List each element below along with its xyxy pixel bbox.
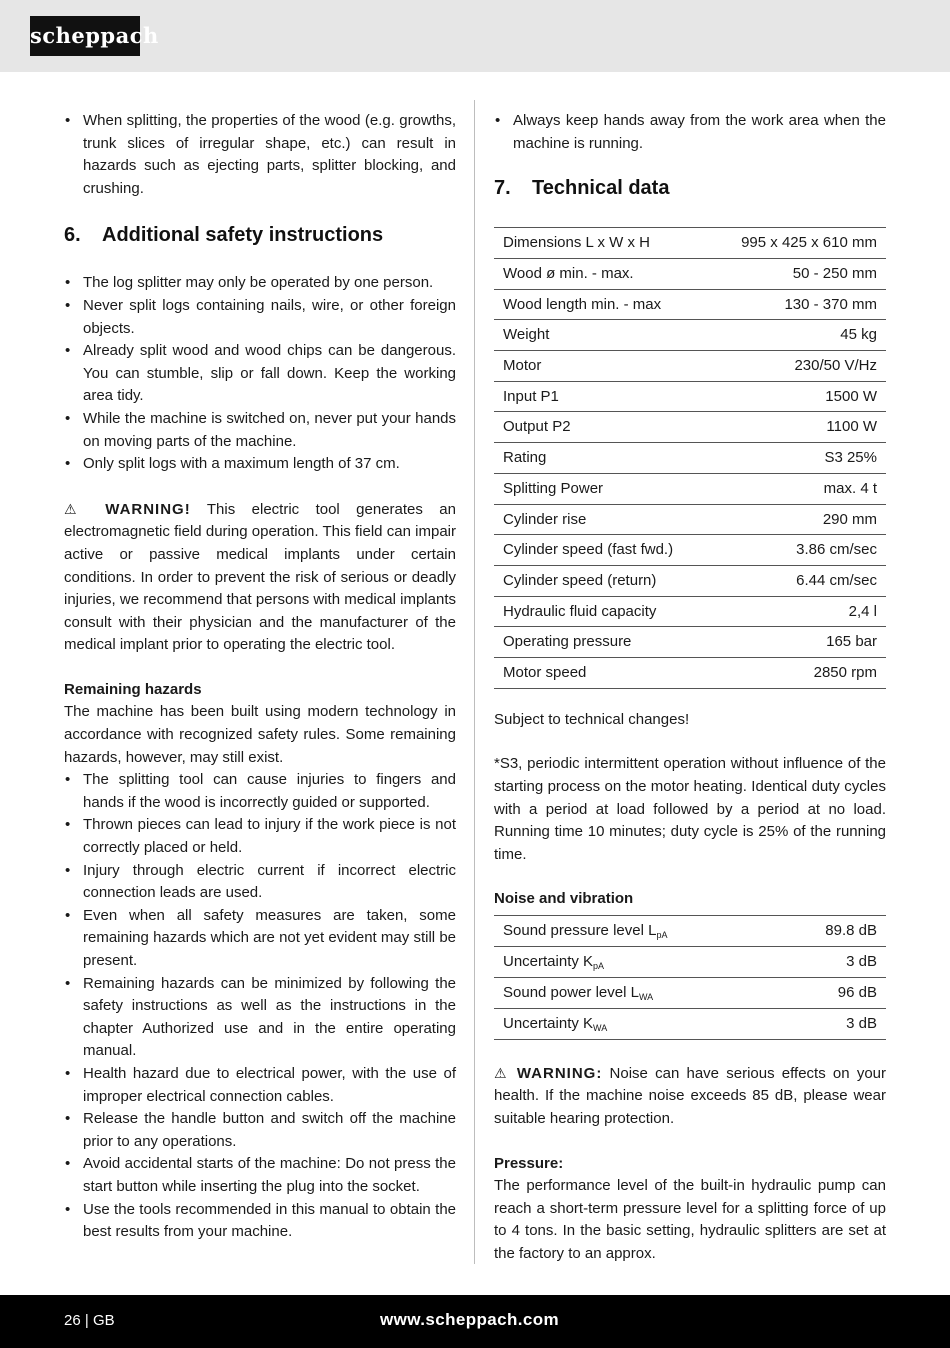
warning-icon: ⚠	[494, 1064, 510, 1081]
noise-label	[494, 1008, 778, 1039]
emf-warning-paragraph	[64, 498, 456, 657]
noise-label-text: Sound power level L	[503, 983, 639, 1001]
warning-text: This electric tool generates an electromagnetic field during operation. This field can impair active or passive medical implants under certain conditions. In order to prevent the risk of serious or deadly injuries, we recommend that persons with medical implants consult with their physician and the manufacturer of the medical implant prior to operating the electric tool.	[64, 500, 456, 654]
spec-value: 50 - 250 mm	[710, 258, 886, 289]
column-divider	[474, 100, 475, 1264]
spec-label: Output P2	[494, 412, 710, 443]
spec-label: Cylinder rise	[494, 504, 710, 535]
spec-label: Operating pressure	[494, 627, 710, 658]
remaining-hazards-list	[64, 769, 456, 1243]
list-item: • Use the tools recommended in this manual to obtain the best results from your machine.	[64, 1199, 456, 1244]
list-item: • Injury through electric current if incorrect electric connection leads are used.	[64, 860, 456, 905]
list-item: • Avoid accidental starts of the machine: Do not press the start button while inserting the plug into the socket.	[64, 1153, 456, 1198]
table-row	[494, 473, 886, 504]
spec-value: 45 kg	[710, 320, 886, 351]
table-row	[494, 412, 886, 443]
table-row	[494, 443, 886, 474]
intro-bullet-list	[494, 110, 886, 155]
spec-label: Weight	[494, 320, 710, 351]
noise-label-text: Uncertainty K	[503, 952, 594, 970]
list-item: • Only split logs with a maximum length of 37 cm.	[64, 453, 456, 476]
noise-vibration-heading: Noise and vibration	[494, 890, 634, 908]
intro-bullet-list	[64, 110, 456, 200]
spec-value: 230/50 V/Hz	[710, 351, 886, 382]
list-item: • When splitting, the properties of the wood (e.g. growths, trunk slices of irregular shape, etc.) can result in hazards such as ejecting parts, splitter blocking, and crushing.	[64, 110, 456, 200]
section-number: 7.	[494, 177, 511, 200]
noise-label	[494, 946, 778, 977]
remaining-hazards-intro: The machine has been built using modern technology in accordance with recognized safety rules. Some remaining hazards, however, may still exist.	[64, 703, 456, 766]
subject-to-change-note: Subject to technical changes!	[494, 710, 690, 728]
spec-value: S3 25%	[710, 443, 886, 474]
spec-value: 165 bar	[710, 627, 886, 658]
noise-label	[494, 977, 778, 1008]
table-row	[494, 627, 886, 658]
table-row	[494, 977, 886, 1008]
language-code: GB	[92, 1312, 115, 1329]
spec-label: Rating	[494, 443, 710, 474]
spec-label: Hydraulic fluid capacity	[494, 596, 710, 627]
list-item: • The log splitter may only be operated by one person.	[64, 272, 456, 295]
table-row	[494, 1008, 886, 1039]
noise-value: 3 dB	[778, 1008, 886, 1039]
spec-value: 3.86 cm/sec	[710, 535, 886, 566]
spec-label: Cylinder speed (return)	[494, 565, 710, 596]
header-bar	[0, 0, 950, 72]
section-number: 6.	[64, 224, 81, 247]
website-link[interactable]: www.scheppach.com	[380, 1310, 560, 1329]
table-row	[494, 565, 886, 596]
remaining-hazards-heading: Remaining hazards	[64, 680, 202, 698]
table-row	[494, 228, 886, 259]
warning-text: Noise can have serious effects on your health. If the machine noise exceeds 85 dB, please wear suitable hearing protection.	[494, 1064, 887, 1128]
noise-label-text: Uncertainty K	[503, 1014, 594, 1032]
table-row	[494, 381, 886, 412]
noise-label-subscript: pA	[656, 929, 668, 940]
list-item: • Never split logs containing nails, wire, or other foreign objects.	[64, 295, 456, 340]
spec-value: 1100 W	[710, 412, 886, 443]
list-item: • Release the handle button and switch off the machine prior to any operations.	[64, 1108, 456, 1153]
s3-footnote: *S3, periodic intermittent operation without influence of the starting process on the motor heating. Identical duty cycles with a period at load followed by a period at no load. Running time 10 minutes; duty cycle is 25% of the running time.	[494, 755, 886, 863]
section-6-heading	[64, 222, 456, 248]
table-row	[494, 946, 886, 977]
section-7-heading	[494, 175, 886, 201]
noise-value: 96 dB	[778, 977, 886, 1008]
spec-label: Splitting Power	[494, 473, 710, 504]
spec-value: 2850 rpm	[710, 658, 886, 689]
list-item: • The splitting tool can cause injuries to fingers and hands if the wood is incorrectly guided or supported.	[64, 769, 456, 814]
list-item: • Thrown pieces can lead to injury if the work piece is not correctly placed or held.	[64, 814, 456, 859]
warning-icon: ⚠	[64, 500, 89, 517]
noise-table	[494, 915, 886, 1040]
noise-value: 89.8 dB	[778, 915, 886, 946]
section-title: Technical data	[532, 177, 670, 200]
spec-label: Dimensions L x W x H	[494, 228, 710, 259]
page-separator: |	[84, 1312, 89, 1329]
left-column	[64, 110, 456, 1244]
page-indicator	[64, 1310, 115, 1332]
page-number: 26	[64, 1312, 81, 1329]
spec-label: Wood ø min. - max.	[494, 258, 710, 289]
spec-label: Wood length min. - max	[494, 289, 710, 320]
noise-warning-paragraph	[494, 1062, 886, 1131]
noise-label-text: Sound pressure level L	[503, 921, 657, 939]
technical-data-table	[494, 227, 886, 689]
spec-label: Cylinder speed (fast fwd.)	[494, 535, 710, 566]
warning-label: WARNING!	[105, 500, 191, 518]
table-row	[494, 320, 886, 351]
list-item: • Always keep hands away from the work area when the machine is running.	[494, 110, 886, 155]
table-row	[494, 258, 886, 289]
spec-value: 290 mm	[710, 504, 886, 535]
spec-value: 130 - 370 mm	[710, 289, 886, 320]
noise-value: 3 dB	[778, 946, 886, 977]
spec-value: 2,4 l	[710, 596, 886, 627]
spec-label: Motor speed	[494, 658, 710, 689]
pressure-text: The performance level of the built-in hydraulic pump can reach a short-term pressure level for a splitting force of up to 4 tons. In the basic setting, hydraulic splitters are set at the factory to an approx.	[494, 1177, 886, 1263]
noise-label-subscript: pA	[593, 960, 605, 971]
spec-label: Input P1	[494, 381, 710, 412]
section-title: Additional safety instructions	[102, 224, 384, 247]
table-row	[494, 535, 886, 566]
list-item: • While the machine is switched on, never put your hands on moving parts of the machine.	[64, 408, 456, 453]
noise-label-subscript: WA	[638, 991, 654, 1002]
noise-label-subscript: WA	[593, 1022, 608, 1033]
scheppach-logo: scheppach	[30, 16, 140, 56]
spec-value: 995 x 425 x 610 mm	[710, 228, 886, 259]
list-item: • Health hazard due to electrical power, with the use of improper electrical connection cables.	[64, 1063, 456, 1108]
table-row	[494, 658, 886, 689]
noise-label	[494, 915, 778, 946]
spec-value: max. 4 t	[710, 473, 886, 504]
list-item: • Already split wood and wood chips can be dangerous. You can stumble, slip or fall down. Keep the working area tidy.	[64, 340, 456, 408]
table-row	[494, 596, 886, 627]
list-item: • Remaining hazards can be minimized by following the safety instructions as well as the instructions in the chapter Authorized use and in the entire operating manual.	[64, 973, 456, 1063]
spec-label: Motor	[494, 351, 710, 382]
table-row	[494, 289, 886, 320]
spec-value: 6.44 cm/sec	[710, 565, 886, 596]
footer-bar	[0, 1295, 950, 1348]
pressure-heading: Pressure:	[494, 1154, 564, 1172]
list-item: • Even when all safety measures are taken, some remaining hazards which are not yet evident may still be present.	[64, 905, 456, 973]
table-row	[494, 915, 886, 946]
table-row	[494, 504, 886, 535]
table-row	[494, 351, 886, 382]
right-column	[494, 110, 886, 1266]
spec-value: 1500 W	[710, 381, 886, 412]
safety-instructions-list	[64, 272, 456, 475]
warning-label: WARNING:	[516, 1064, 603, 1082]
